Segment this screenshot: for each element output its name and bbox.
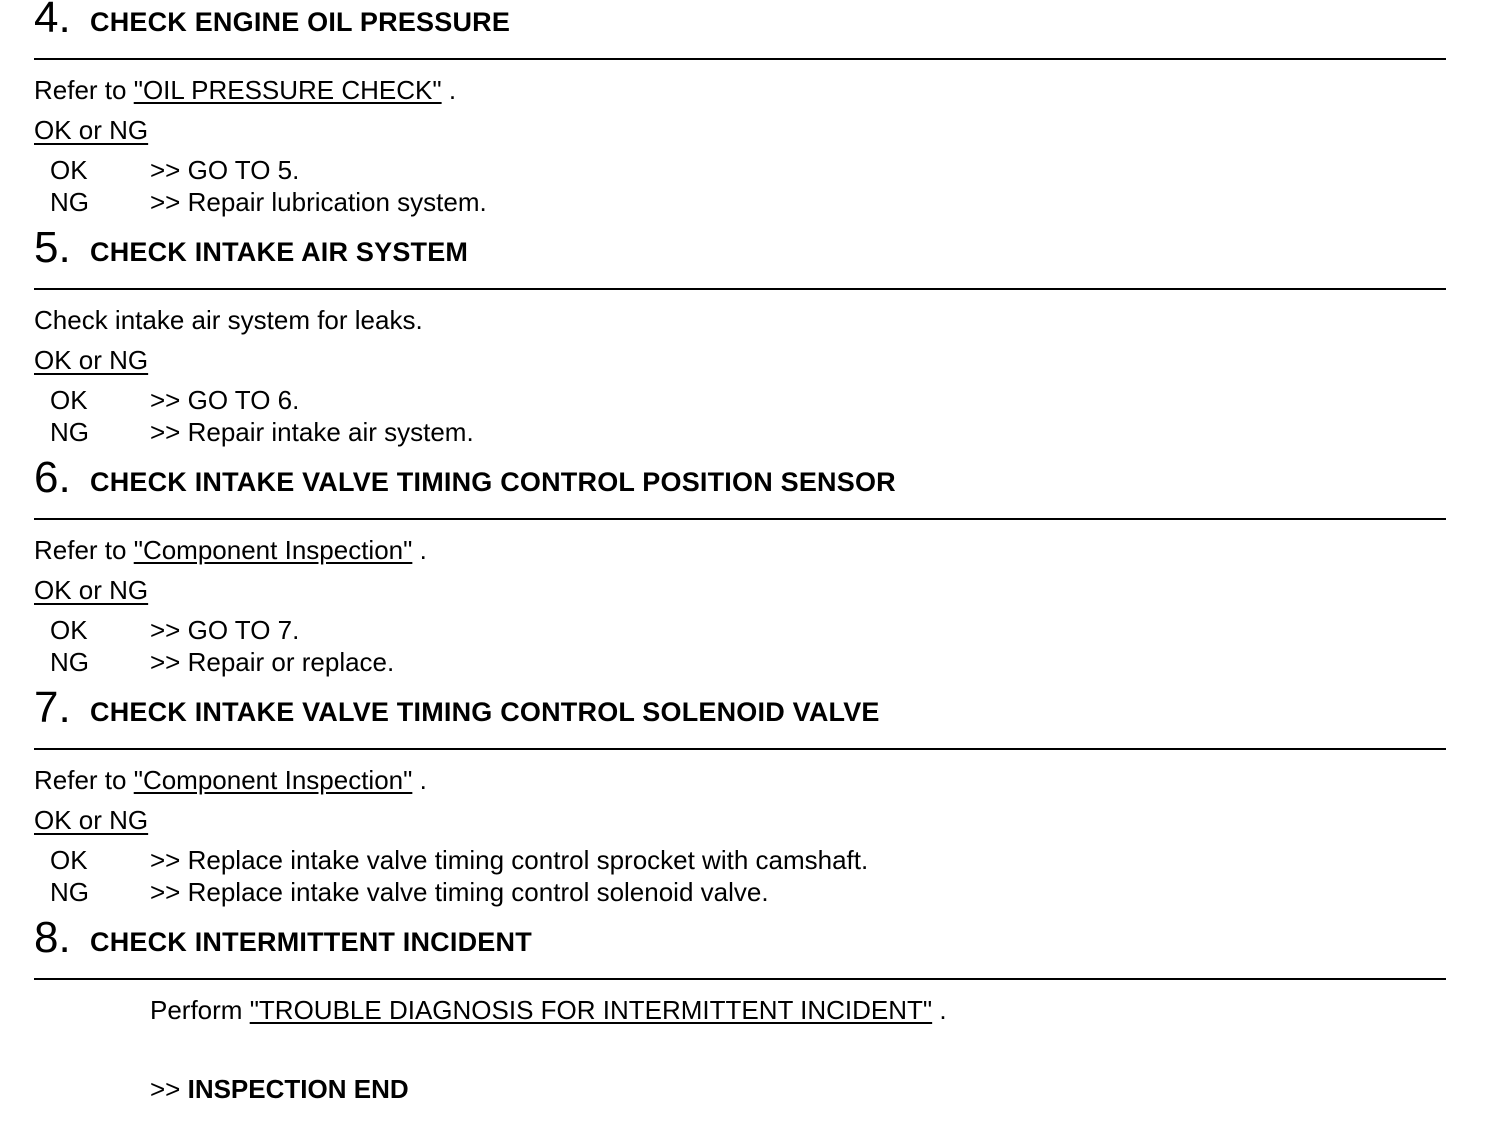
step-5 bbox=[34, 223, 1446, 448]
component-inspection-link[interactable]: "Component Inspection" bbox=[133, 765, 413, 795]
spacer bbox=[34, 448, 1446, 460]
ref-suffix: . bbox=[932, 995, 947, 1025]
result-code: NG bbox=[50, 647, 89, 677]
result-ok bbox=[34, 614, 1446, 646]
result-ok bbox=[34, 384, 1446, 416]
result-ng bbox=[34, 416, 1446, 448]
perform-line bbox=[34, 994, 1446, 1026]
ref-prefix: Perform bbox=[150, 995, 250, 1025]
result-code: NG bbox=[50, 187, 89, 217]
inspection-end-line bbox=[34, 1074, 1446, 1105]
result-code: NG bbox=[50, 417, 89, 447]
result-ok bbox=[34, 844, 1446, 876]
result-code: NG bbox=[50, 877, 89, 907]
reference-line bbox=[34, 764, 1446, 796]
step-number: 7. bbox=[34, 683, 71, 732]
result-action: >> GO TO 7. bbox=[150, 615, 300, 645]
result-action: >> Repair intake air system. bbox=[150, 417, 474, 447]
step-number: 5. bbox=[34, 223, 71, 272]
ref-prefix: Refer to bbox=[34, 765, 134, 795]
result-ng bbox=[34, 186, 1446, 218]
step-6 bbox=[34, 453, 1446, 678]
spacer bbox=[34, 908, 1446, 920]
step-number: 6. bbox=[34, 453, 71, 502]
ref-prefix: Refer to bbox=[34, 535, 134, 565]
step-8-header bbox=[34, 913, 1446, 980]
ok-or-ng-label: OK or NG bbox=[34, 575, 149, 605]
ref-prefix: Refer to bbox=[34, 75, 134, 105]
result-action: >> GO TO 5. bbox=[150, 155, 300, 185]
document-page bbox=[34, 0, 1446, 1105]
results-list bbox=[34, 384, 1446, 448]
step-title: CHECK INTAKE VALVE TIMING CONTROL SOLENOID VALVE bbox=[90, 697, 880, 727]
result-code: OK bbox=[50, 385, 88, 415]
result-code: OK bbox=[50, 845, 88, 875]
step-5-header bbox=[34, 223, 1446, 290]
step-8 bbox=[34, 913, 1446, 1105]
step-title: CHECK INTAKE AIR SYSTEM bbox=[90, 237, 469, 267]
result-code: OK bbox=[50, 615, 88, 645]
ref-suffix: . bbox=[412, 765, 427, 795]
step-7 bbox=[34, 683, 1446, 908]
spacer bbox=[34, 678, 1446, 690]
end-prefix: >> bbox=[150, 1074, 188, 1104]
reference-line bbox=[34, 534, 1446, 566]
trouble-diagnosis-link[interactable]: "TROUBLE DIAGNOSIS FOR INTERMITTENT INCIDENT" bbox=[249, 995, 933, 1025]
reference-line bbox=[34, 74, 1446, 106]
results-list bbox=[34, 614, 1446, 678]
result-code: OK bbox=[50, 155, 88, 185]
results-list bbox=[34, 844, 1446, 908]
result-ng bbox=[34, 646, 1446, 678]
inspection-end-label: INSPECTION END bbox=[187, 1074, 409, 1104]
ref-suffix: . bbox=[441, 75, 457, 105]
step-4-header bbox=[34, 0, 1446, 60]
step-6-header bbox=[34, 453, 1446, 520]
step-4 bbox=[34, 0, 1446, 218]
step-title: CHECK INTERMITTENT INCIDENT bbox=[90, 927, 532, 957]
step-number: 4. bbox=[34, 0, 71, 42]
result-action: >> Repair lubrication system. bbox=[150, 187, 487, 217]
step-7-header bbox=[34, 683, 1446, 750]
ok-or-ng-label: OK or NG bbox=[34, 115, 149, 145]
instruction-text: Check intake air system for leaks. bbox=[34, 305, 423, 335]
result-ok bbox=[34, 154, 1446, 186]
result-action: >> GO TO 6. bbox=[150, 385, 300, 415]
oil-pressure-check-link[interactable]: "OIL PRESSURE CHECK" bbox=[133, 75, 442, 105]
results-list bbox=[34, 154, 1446, 218]
component-inspection-link[interactable]: "Component Inspection" bbox=[133, 535, 413, 565]
result-action: >> Replace intake valve timing control sprocket with camshaft. bbox=[150, 845, 869, 875]
step-title: CHECK ENGINE OIL PRESSURE bbox=[90, 7, 511, 37]
result-ng bbox=[34, 876, 1446, 908]
result-action: >> Replace intake valve timing control solenoid valve. bbox=[150, 877, 769, 907]
result-action: >> Repair or replace. bbox=[150, 647, 395, 677]
step-title: CHECK INTAKE VALVE TIMING CONTROL POSITION SENSOR bbox=[90, 467, 896, 497]
spacer bbox=[34, 218, 1446, 230]
ok-or-ng-label: OK or NG bbox=[34, 805, 149, 835]
ok-or-ng-label: OK or NG bbox=[34, 345, 149, 375]
step-number: 8. bbox=[34, 913, 71, 962]
ref-suffix: . bbox=[412, 535, 427, 565]
